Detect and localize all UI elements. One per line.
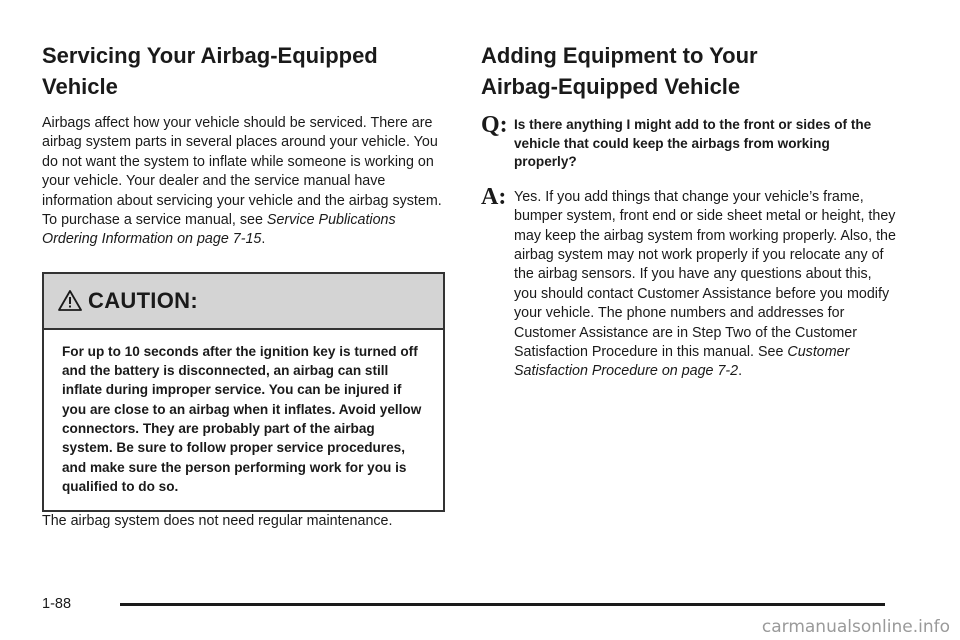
caution-title: CAUTION:: [88, 287, 198, 313]
customer-satisfaction-link[interactable]: Customer Satisfaction Procedure on page 7-2: [514, 344, 850, 380]
answer-end: .: [738, 363, 743, 380]
caution-header: [44, 274, 443, 330]
section-title-servicing: [42, 40, 447, 102]
title-line-1: Servicing Your Airbag-Equipped: [42, 43, 378, 68]
caution-box: [42, 272, 445, 512]
right-column: [481, 40, 896, 382]
answer-block: [481, 183, 896, 382]
question-text: Is there anything I might add to the front or sides of the vehicle that could keep the airbags from working properly?: [514, 117, 872, 170]
watermark: carmanualsonline.info: [761, 617, 950, 637]
caution-text: For up to 10 seconds after the ignition key is turned off and the battery is disconnected, an airbag can still inflate during improper service. You can be injured if you are close to an airbag when it inflates. Avoid yellow connectors. They are probably part of the airbag system. Be sure to follow proper service procedures, and make sure the person performing work for you is qualified to do so.: [62, 343, 422, 494]
title-line-2: Airbag-Equipped Vehicle: [481, 74, 741, 99]
page-number: 1-88: [42, 596, 72, 612]
question-marker: Q:: [481, 112, 508, 138]
answer-text: [514, 188, 896, 382]
maintenance-paragraph: The airbag system does not need regular maintenance.: [42, 513, 393, 530]
title-line-1: Adding Equipment to Your: [481, 43, 758, 68]
footer-rule: [120, 603, 885, 606]
answer-marker: A:: [481, 183, 507, 210]
section-title-adding-equipment: [481, 40, 896, 102]
left-column: [42, 40, 447, 532]
servicing-text: Airbags affect how your vehicle should be serviced. There are airbag system parts in several places around your vehicle. You do not want the system to inflate while someone is working on your vehicle. Your dealer and the service manual have information about servicing your vehicle and the airbag system. To purchase a service manual, see: [42, 115, 442, 229]
answer-body: Yes. If you add things that change your vehicle’s frame, bumper system, front end or side sheet metal or height, they may keep the airbag system from working properly. Also, the airbag system may not work properly if you relocate any of the airbag sensors. If you have any questions about this, you should contact Customer Assistance before you modify your vehicle. The phone numbers and addresses for Customer Assistance are in Step Two of the Customer Satisfaction Procedure in this manual. See: [514, 188, 896, 361]
servicing-paragraph: [42, 114, 447, 250]
service-publications-link[interactable]: Service Publications Ordering Information on page 7-15: [42, 212, 396, 248]
warning-triangle-icon: [58, 289, 82, 313]
servicing-text-end: .: [261, 231, 266, 248]
question-block: [481, 112, 896, 172]
title-line-2: Vehicle: [42, 74, 118, 99]
